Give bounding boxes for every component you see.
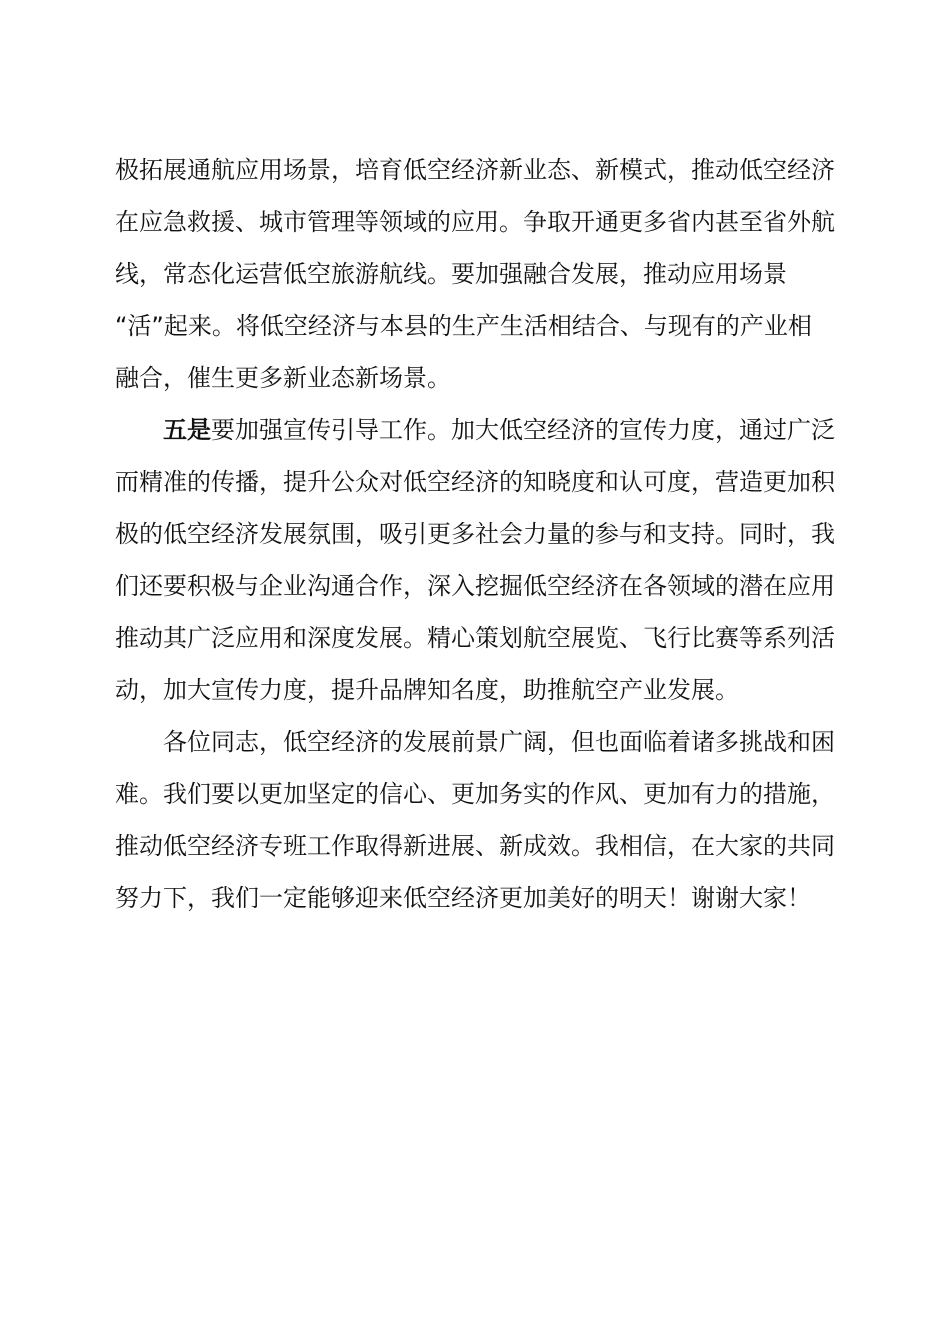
- text-line: 在应急救援、城市管理等领域的应用。争取开通更多省内甚至省外航: [115, 208, 835, 236]
- document-body: [115, 144, 837, 924]
- text-line: 难。我们要以更加坚定的信心、更加务实的作风、更加有力的措施，: [115, 780, 835, 808]
- text-line: 极的低空经济发展氛围，吸引更多社会力量的参与和支持。同时，我: [115, 520, 835, 548]
- text-line: 极拓展通航应用场景，培育低空经济新业态、新模式，推动低空经济: [115, 156, 835, 184]
- text-line: [115, 404, 837, 456]
- paragraph-lead-rest: 要加强宣传引导工作。加大低空经济的宣传力度，通过广泛: [211, 416, 835, 444]
- text-line: 融合，催生更多新业态新场景。: [115, 364, 451, 392]
- text-line: 线，常态化运营低空旅游航线。要加强融合发展，推动应用场景: [115, 260, 787, 288]
- text-line: 推动低空经济专班工作取得新进展、新成效。我相信，在大家的共同: [115, 832, 835, 860]
- text-line: 而精准的传播，提升公众对低空经济的知晓度和认可度，营造更加积: [115, 468, 835, 496]
- paragraph-1: [115, 144, 837, 404]
- text-line: “活”起来。将低空经济与本县的生产生活相结合、与现有的产业相: [115, 312, 812, 340]
- text-line: 各位同志，低空经济的发展前景广阔，但也面临着诸多挑战和困: [163, 728, 835, 756]
- text-line: 动，加大宣传力度，提升品牌知名度，助推航空产业发展。: [115, 676, 739, 704]
- text-line: 推动其广泛应用和深度发展。精心策划航空展览、飞行比赛等系列活: [115, 624, 835, 652]
- paragraph-2: [115, 404, 837, 716]
- text-line: 们还要积极与企业沟通合作，深入挖掘低空经济在各领域的潜在应用: [115, 572, 835, 600]
- text-line: 努力下，我们一定能够迎来低空经济更加美好的明天！谢谢大家！: [115, 884, 811, 912]
- paragraph-3: [115, 716, 837, 924]
- paragraph-lead-bold: 五是: [163, 416, 211, 444]
